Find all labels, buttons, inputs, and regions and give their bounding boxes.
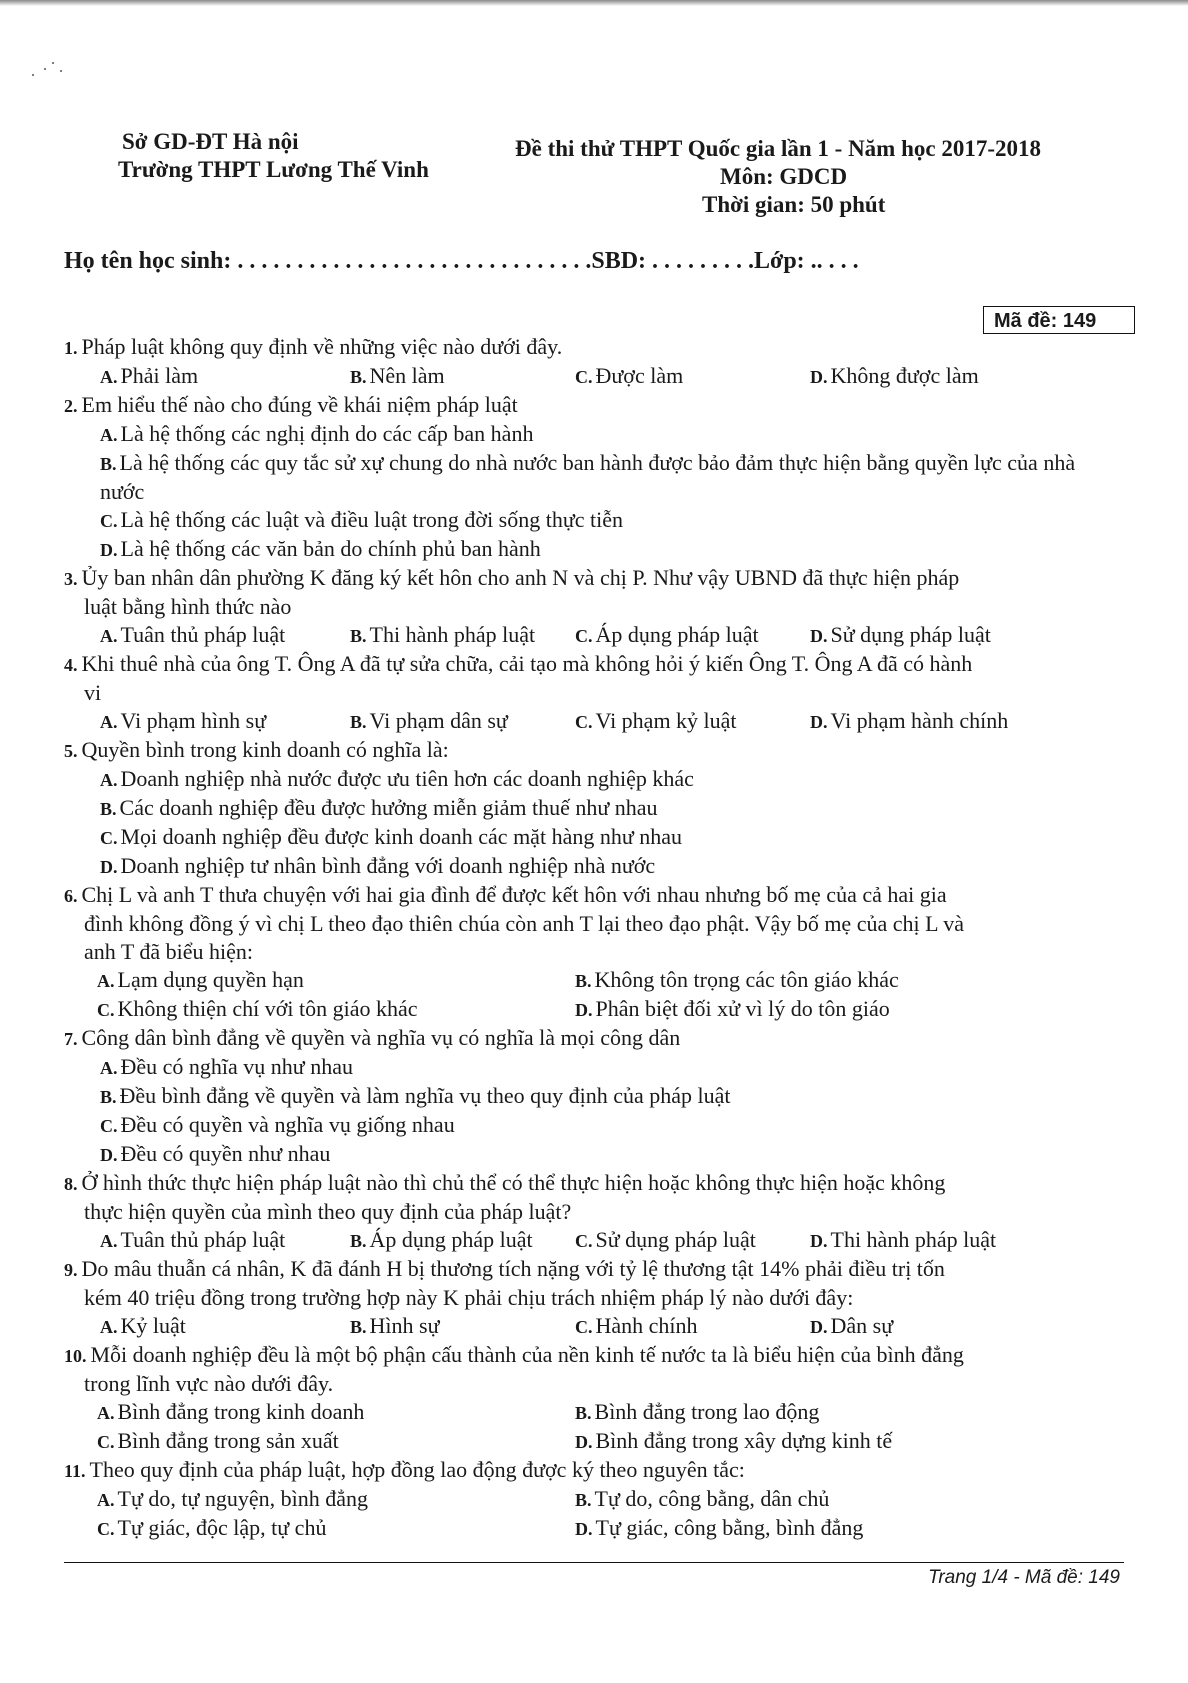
exam-title: Đề thi thử THPT Quốc gia lần 1 - Năm học 2017-2018 [515,136,1042,161]
question-text [64,1169,1124,1198]
question-text [64,333,1124,362]
answer-options [64,966,1124,1024]
answer-option[interactable] [97,1427,575,1456]
question-text-line: trong lĩnh vực nào dưới đây. [84,1371,334,1396]
option-text: Bình đẳng trong kinh doanh [117,1399,365,1424]
answer-option[interactable] [575,966,1055,995]
answer-option[interactable] [97,1485,575,1514]
question-text-line: vi [84,680,102,705]
option-letter: B. [575,1403,592,1423]
option-letter: D. [100,540,118,560]
option-letter: C. [97,1000,115,1020]
question-item [64,650,1124,736]
header-left [118,128,429,184]
option-text: Không được làm [830,363,979,388]
answer-option[interactable] [575,1427,1055,1456]
question-list [64,333,1124,1543]
answer-option[interactable] [100,1226,350,1255]
option-text: Thi hành pháp luật [369,622,536,647]
option-letter: C. [97,1519,115,1539]
question-item [64,1255,1124,1341]
answer-option[interactable] [810,707,1090,736]
header-right [515,135,1115,219]
question-number: 9. [64,1260,78,1280]
question-item [64,736,1124,881]
answer-option[interactable] [100,852,1124,881]
option-text: Áp dụng pháp luật [369,1227,533,1252]
option-letter: B. [350,712,367,732]
school-name: Trường THPT Lương Thế Vinh [118,157,429,182]
option-letter: A. [97,971,115,991]
answer-options [64,765,1124,881]
answer-option[interactable] [100,1082,1124,1111]
answer-option[interactable] [350,707,575,736]
student-info-line: Họ tên học sinh: . . . . . . . . . . . . . . . . . . . . . . . . . . . . . .SBD: . . . . . . . . .Lớp: .. . . . [64,248,859,274]
answer-option[interactable] [575,707,810,736]
answer-option[interactable] [810,621,1090,650]
option-letter: D. [575,1000,593,1020]
option-letter: D. [575,1432,593,1452]
question-text-line: Ủy ban nhân dân phường K đăng ký kết hôn cho anh N và chị P. Như vậy UBND đã thực hiện pháp [81,565,960,590]
department: Sở GD-ĐT Hà nội [122,129,299,154]
answer-option[interactable] [575,1514,1055,1543]
option-letter: B. [100,799,117,819]
option-letter: D. [810,626,828,646]
option-text: Phải làm [120,363,199,388]
answer-option[interactable] [100,506,1124,535]
option-letter: C. [97,1432,115,1452]
option-letter: D. [810,1231,828,1251]
question-text [64,564,1124,593]
option-letter: B. [100,454,117,474]
answer-option[interactable] [100,621,350,650]
option-text: Thi hành pháp luật [830,1227,997,1252]
question-text [64,1341,1124,1370]
answer-option[interactable] [810,362,1090,391]
question-text [64,650,1124,679]
option-letter: A. [100,770,118,790]
answer-option[interactable] [575,1226,810,1255]
answer-option[interactable] [100,1140,1124,1169]
option-text: Lạm dụng quyền hạn [117,967,304,992]
duration: Thời gian: 50 phút [702,192,886,217]
answer-options [64,1053,1124,1169]
option-letter: A. [100,1058,118,1078]
question-item [64,1169,1124,1255]
option-text: Tuân thủ pháp luật [120,622,286,647]
question-number: 11. [64,1461,86,1481]
option-text: Doanh nghiệp nhà nước được ưu tiên hơn các doanh nghiệp khác [120,766,694,791]
question-number: 1. [64,338,78,358]
question-text-line: Ở hình thức thực hiện pháp luật nào thì chủ thể có thể thực hiện hoặc không thực hiện hoặc không [81,1170,946,1195]
answer-option[interactable] [100,420,1124,449]
option-letter: C. [100,1116,118,1136]
option-letter: C. [100,828,118,848]
subject: Môn: GDCD [720,164,848,189]
answer-option[interactable] [100,765,1124,794]
option-text: Bình đẳng trong xây dựng kinh tế [595,1428,893,1453]
answer-option[interactable] [810,1226,1090,1255]
option-text: Doanh nghiệp tư nhân bình đẳng với doanh nghiệp nhà nước [120,853,656,878]
answer-option[interactable] [810,1312,1090,1341]
answer-option[interactable] [100,449,1124,506]
answer-options [64,1485,1124,1543]
question-text [64,910,1124,938]
option-letter: D. [575,1519,593,1539]
question-number: 2. [64,396,78,416]
question-text [64,679,1124,707]
question-item [64,1024,1124,1169]
question-text [64,593,1124,621]
option-text: Đều có quyền như nhau [120,1141,331,1166]
answer-option[interactable] [100,823,1124,852]
question-text-line: Do mâu thuẫn cá nhân, K đã đánh H bị thương tích nặng với tỷ lệ thương tật 14% phải điều trị tốn [81,1256,945,1281]
option-letter: A. [100,712,118,732]
option-text: Dân sự [830,1313,894,1338]
answer-option[interactable] [350,362,575,391]
question-text [64,881,1124,910]
option-letter: C. [575,712,593,732]
answer-option[interactable] [100,362,350,391]
question-item [64,1456,1124,1543]
answer-options [64,707,1124,736]
question-item [64,391,1124,564]
question-text-line: Khi thuê nhà của ông T. Ông A đã tự sửa chữa, cải tạo mà không hỏi ý kiến Ông T. Ông A đã có hành [81,651,973,676]
answer-options [64,1398,1124,1456]
question-number: 3. [64,569,78,589]
question-text-line: Chị L và anh T thưa chuyện với hai gia đình để được kết hôn với nhau nhưng bố mẹ của cả hai gia [81,882,947,907]
scan-specks [30,60,70,90]
option-letter: C. [575,1317,593,1337]
option-text: Là hệ thống các nghị định do các cấp ban hành [120,421,534,446]
option-letter: B. [575,971,592,991]
option-letter: C. [100,511,118,531]
answer-option[interactable] [575,1398,1055,1427]
page-footer: Trang 1/4 - Mã đề: 149 [928,1567,1120,1588]
question-text [64,1370,1124,1398]
question-item [64,881,1124,1024]
question-text-line: Em hiểu thế nào cho đúng về khái niệm pháp luật [81,392,518,417]
option-text: Tự do, công bằng, dân chủ [594,1486,830,1511]
answer-option[interactable] [100,794,1124,823]
question-text [64,938,1124,966]
option-letter: D. [100,857,118,877]
option-text: Đều có quyền và nghĩa vụ giống nhau [120,1112,455,1137]
option-letter: D. [810,712,828,732]
option-text: Vi phạm hình sự [120,708,267,733]
option-text: Là hệ thống các văn bản do chính phủ ban hành [120,536,541,561]
option-text: Sử dụng pháp luật [830,622,991,647]
question-text-line: thực hiện quyền của mình theo quy định của pháp luật? [84,1199,572,1224]
answer-options [64,1312,1124,1341]
option-text: Được làm [595,363,684,388]
answer-option[interactable] [97,1398,575,1427]
option-letter: A. [100,1231,118,1251]
question-text-line: Công dân bình đẳng về quyền và nghĩa vụ có nghĩa là mọi công dân [81,1025,681,1050]
option-letter: D. [100,1145,118,1165]
question-item [64,333,1124,391]
option-letter: A. [100,367,118,387]
question-text [64,1456,1124,1485]
answer-option[interactable] [100,1053,1124,1082]
option-text: Không thiện chí với tôn giáo khác [117,996,418,1021]
answer-option[interactable] [350,621,575,650]
answer-option[interactable] [100,1312,350,1341]
option-text: Mọi doanh nghiệp đều được kinh doanh các mặt hàng như nhau [120,824,683,849]
answer-option[interactable] [97,1514,575,1543]
question-text-line: Pháp luật không quy định về những việc nào dưới đây. [81,334,563,359]
footer-rule [64,1562,1124,1563]
scan-edge [0,0,1188,6]
question-text-line: Theo quy định của pháp luật, hợp đồng lao động được ký theo nguyên tắc: [89,1457,745,1482]
option-text: Sử dụng pháp luật [595,1227,756,1252]
option-text: Đều có nghĩa vụ như nhau [120,1054,353,1079]
question-text-line: Mỗi doanh nghiệp đều là một bộ phận cấu thành của nền kinh tế nước ta là biểu hiện của bình đẳng [90,1342,964,1367]
question-text-line: luật bằng hình thức nào [84,594,292,619]
option-text: Hình sự [369,1313,440,1338]
option-text: Tự giác, công bằng, bình đẳng [595,1515,864,1540]
option-letter: B. [100,1087,117,1107]
option-text: Vi phạm kỷ luật [595,708,737,733]
option-text: Tuân thủ pháp luật [120,1227,286,1252]
question-text [64,391,1124,420]
answer-option[interactable] [97,995,575,1024]
answer-option[interactable] [97,966,575,995]
answer-option[interactable] [575,362,810,391]
answer-option[interactable] [350,1312,575,1341]
option-text: Tự do, tự nguyện, bình đẳng [117,1486,369,1511]
option-letter: C. [575,1231,593,1251]
answer-options [64,1226,1124,1255]
exam-code-box: Mã đề: 149 [983,306,1135,334]
answer-option[interactable] [575,1312,810,1341]
option-text: Vi phạm hành chính [830,708,1009,733]
option-letter: B. [350,367,367,387]
option-letter: B. [575,1490,592,1510]
question-text-line: Quyền bình trong kinh doanh có nghĩa là: [81,737,449,762]
option-text: Phân biệt đối xử vì lý do tôn giáo [595,996,890,1021]
option-text: Đều bình đẳng về quyền và làm nghĩa vụ theo quy định của pháp luật [119,1083,731,1108]
option-letter: A. [100,1317,118,1337]
question-number: 4. [64,655,78,675]
answer-option[interactable] [575,995,1055,1024]
question-text-line: kém 40 triệu đồng trong trường hợp này K phải chịu trách nhiệm pháp lý nào dưới đây: [84,1285,854,1310]
option-letter: B. [350,626,367,646]
question-item [64,1341,1124,1456]
answer-option[interactable] [100,707,350,736]
option-letter: B. [350,1231,367,1251]
option-text: Các doanh nghiệp đều được hưởng miễn giảm thuế như nhau [119,795,658,820]
question-number: 8. [64,1174,78,1194]
question-text-line: anh T đã biểu hiện: [84,939,254,964]
option-text: Kỷ luật [120,1313,186,1338]
option-text: Không tôn trọng các tôn giáo khác [594,967,899,992]
question-number: 5. [64,741,78,761]
answer-option[interactable] [350,1226,575,1255]
option-text: Hành chính [595,1313,698,1338]
option-letter: A. [100,425,118,445]
question-text [64,736,1124,765]
option-letter: C. [575,626,593,646]
question-text [64,1024,1124,1053]
option-text: Bình đẳng trong sản xuất [117,1428,339,1453]
question-number: 7. [64,1029,78,1049]
option-letter: C. [575,367,593,387]
option-letter: B. [350,1317,367,1337]
option-text: Vi phạm dân sự [369,708,508,733]
answer-options [64,362,1124,391]
option-text: Áp dụng pháp luật [595,622,759,647]
question-number: 10. [64,1346,87,1366]
option-letter: A. [97,1403,115,1423]
option-letter: D. [810,1317,828,1337]
option-letter: A. [97,1490,115,1510]
answer-options [64,420,1124,564]
answer-option[interactable] [575,621,810,650]
question-text-line: đình không đồng ý vì chị L theo đạo thiên chúa còn anh T lại theo đạo phật. Vậy bố mẹ của chị L và [84,911,964,936]
question-number: 6. [64,886,78,906]
option-letter: D. [810,367,828,387]
option-text: Nên làm [369,363,445,388]
option-text: Là hệ thống các luật và điều luật trong đời sống thực tiễn [120,507,624,532]
question-text [64,1255,1124,1284]
answer-options [64,621,1124,650]
answer-option[interactable] [100,1111,1124,1140]
question-text [64,1284,1124,1312]
question-text [64,1198,1124,1226]
option-text: Là hệ thống các quy tắc sử xự chung do nhà nước ban hành được bảo đảm thực hiện bằng quyền lực của nhà nước [100,450,1076,504]
answer-option[interactable] [575,1485,1055,1514]
answer-option[interactable] [100,535,1124,564]
question-item [64,564,1124,650]
option-text: Bình đẳng trong lao động [594,1399,820,1424]
option-text: Tự giác, độc lập, tự chủ [117,1515,327,1540]
option-letter: A. [100,626,118,646]
